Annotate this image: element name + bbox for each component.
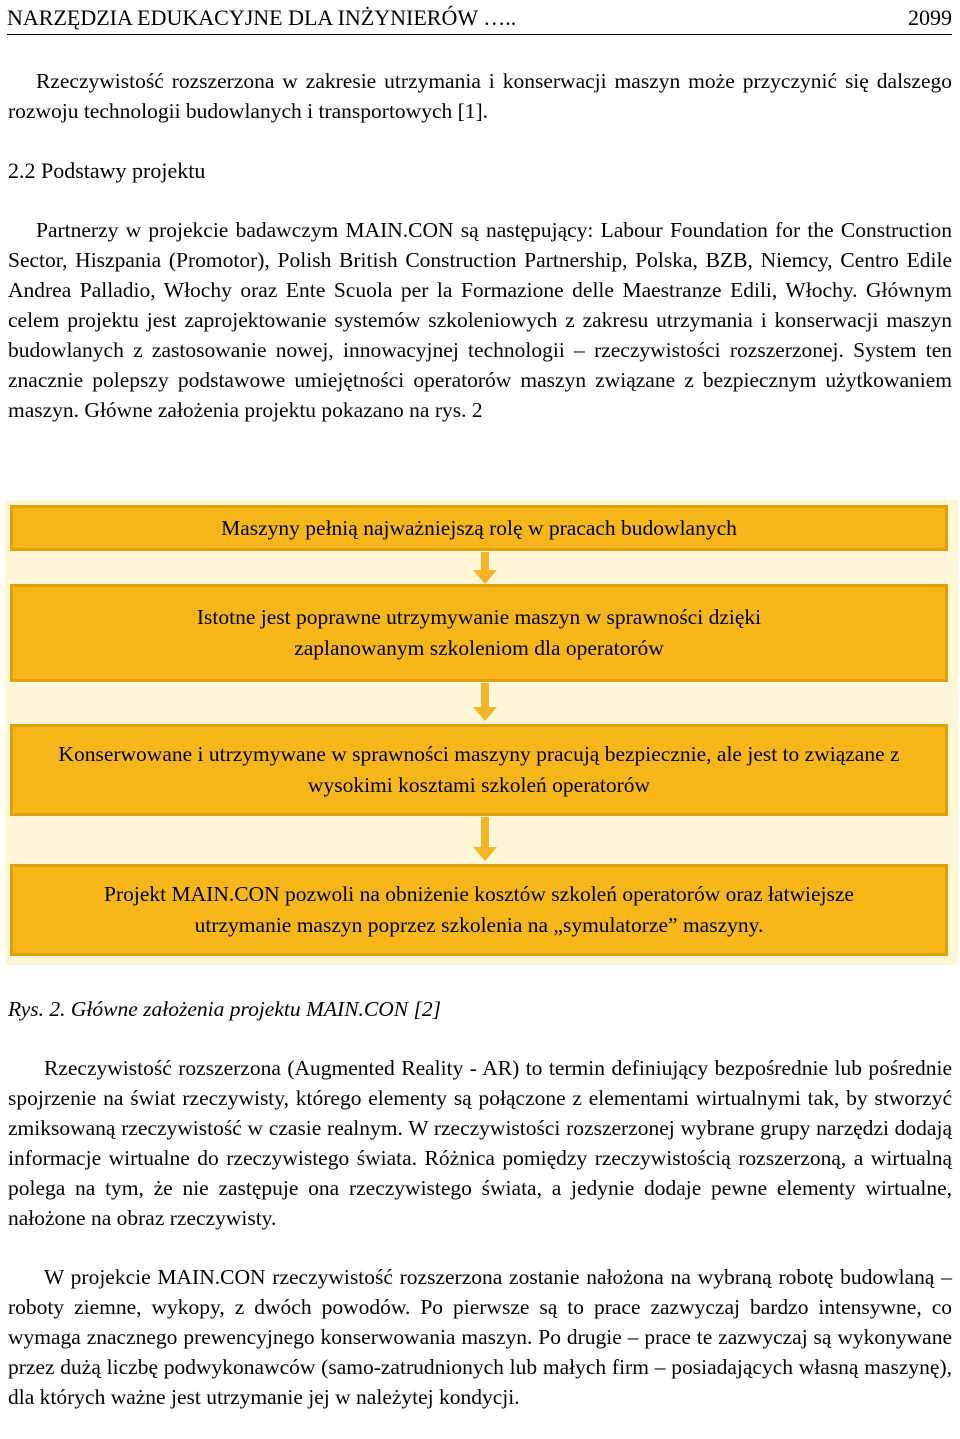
intro-paragraph: Rzeczywistość rozszerzona w zakresie utrzymania i konserwacji maszyn może przyczynić się dalszego rozwoju technologii budowlanych i transportowych [1].	[8, 69, 952, 123]
diagram-box-4-text: Projekt MAIN.CON pozwoli na obniżenie kosztów szkoleń operatorów oraz łatwiejsze utrzymanie maszyn poprzez szkolenia na „symulatorze” maszyny.	[104, 882, 854, 937]
down-arrow-icon	[473, 552, 497, 584]
diagram-box-2-text: Istotne jest poprawne utrzymywanie maszyn w sprawności dzięki zaplanowanym szkoleniom dla operatorów	[196, 605, 762, 660]
ar-paragraph-2: W projekcie MAIN.CON rzeczywistość rozszerzona zostanie nałożona na wybraną robotę budowlaną – roboty ziemne, wykopy, z dwóch powodów. Po pierwsze są to prace zazwyczaj bardzo intensywne, co wymaga znacznego prewencyjnego konserwowania maszyn. Po drugie – prace te zazwyczaj są wykonywane przez dużą liczbę podwykonawców (samo-zatrudnionych lub małych firm – posiadających własną maszynę), dla których ważne jest utrzymanie jej w należytej kondycji.	[8, 1265, 952, 1409]
project-assumptions-diagram	[5, 500, 958, 965]
diagram-box-3	[10, 724, 948, 816]
running-header	[7, 4, 952, 35]
diagram-box-1	[10, 505, 948, 551]
ar-paragraph-1: Rzeczywistość rozszerzona (Augmented Reality - AR) to termin definiujący bezpośrednie lub pośrednie spojrzenie na świat rzeczywisty, którego elementy są połączone z elementami wirtualnymi tak, by stworzyć zmiksowaną rzeczywistość w czasie realnym. W rzeczywistości rozszerzonej wybrane grupy narzędzi dodają informacje wirtualne do rzeczywistego świata. Różnica pomiędzy rzeczywistością rozszerzoną, a wirtualną polega na tym, że nie zastępuje ona rzeczywistego świata, a jedynie dodaje pewne elementy wirtualne, nałożone na obraz rzeczywisty.	[8, 1056, 952, 1230]
figure-caption: Rys. 2. Główne założenia projektu MAIN.CON [2]	[8, 997, 441, 1021]
down-arrow-icon	[473, 683, 497, 723]
diagram-box-3-text: Konserwowane i utrzymywane w sprawności maszyny pracują bezpiecznie, ale jest to związane z wysokimi kosztami szkoleń operatorów	[58, 742, 900, 797]
section-heading: 2.2 Podstawy projektu	[8, 158, 206, 183]
page-number: 2099	[908, 5, 952, 30]
diagram-box-2	[10, 584, 948, 682]
diagram-box-1-text: Maszyny pełnią najważniejszą rolę w pracach budowlanych	[221, 515, 737, 540]
down-arrow-icon	[473, 817, 497, 863]
running-title: NARZĘDZIA EDUKACYJNE DLA INŻYNIERÓW …..	[7, 5, 517, 30]
diagram-box-4	[10, 864, 948, 956]
partners-paragraph: Partnerzy w projekcie badawczym MAIN.CON są następujący: Labour Foundation for the Construction Sector, Hiszpania (Promotor), Polish British Construction Partnership, Polska, BZB, Niemcy, Centro Edile Andrea Palladio, Włochy oraz Ente Scuola per la Formazione delle Maestranze Edili, Włochy. Głównym celem projektu jest zaprojektowanie systemów szkoleniowych z zakresu utrzymania i konserwacji maszyn budowlanych z zastosowanie nowej, innowacyjnej technologii – rzeczywistości rozszerzonej. System ten znacznie polepszy podstawowe umiejętności operatorów maszyn związane z bezpiecznym użytkowaniem maszyn. Główne założenia projektu pokazano na rys. 2	[8, 218, 952, 422]
